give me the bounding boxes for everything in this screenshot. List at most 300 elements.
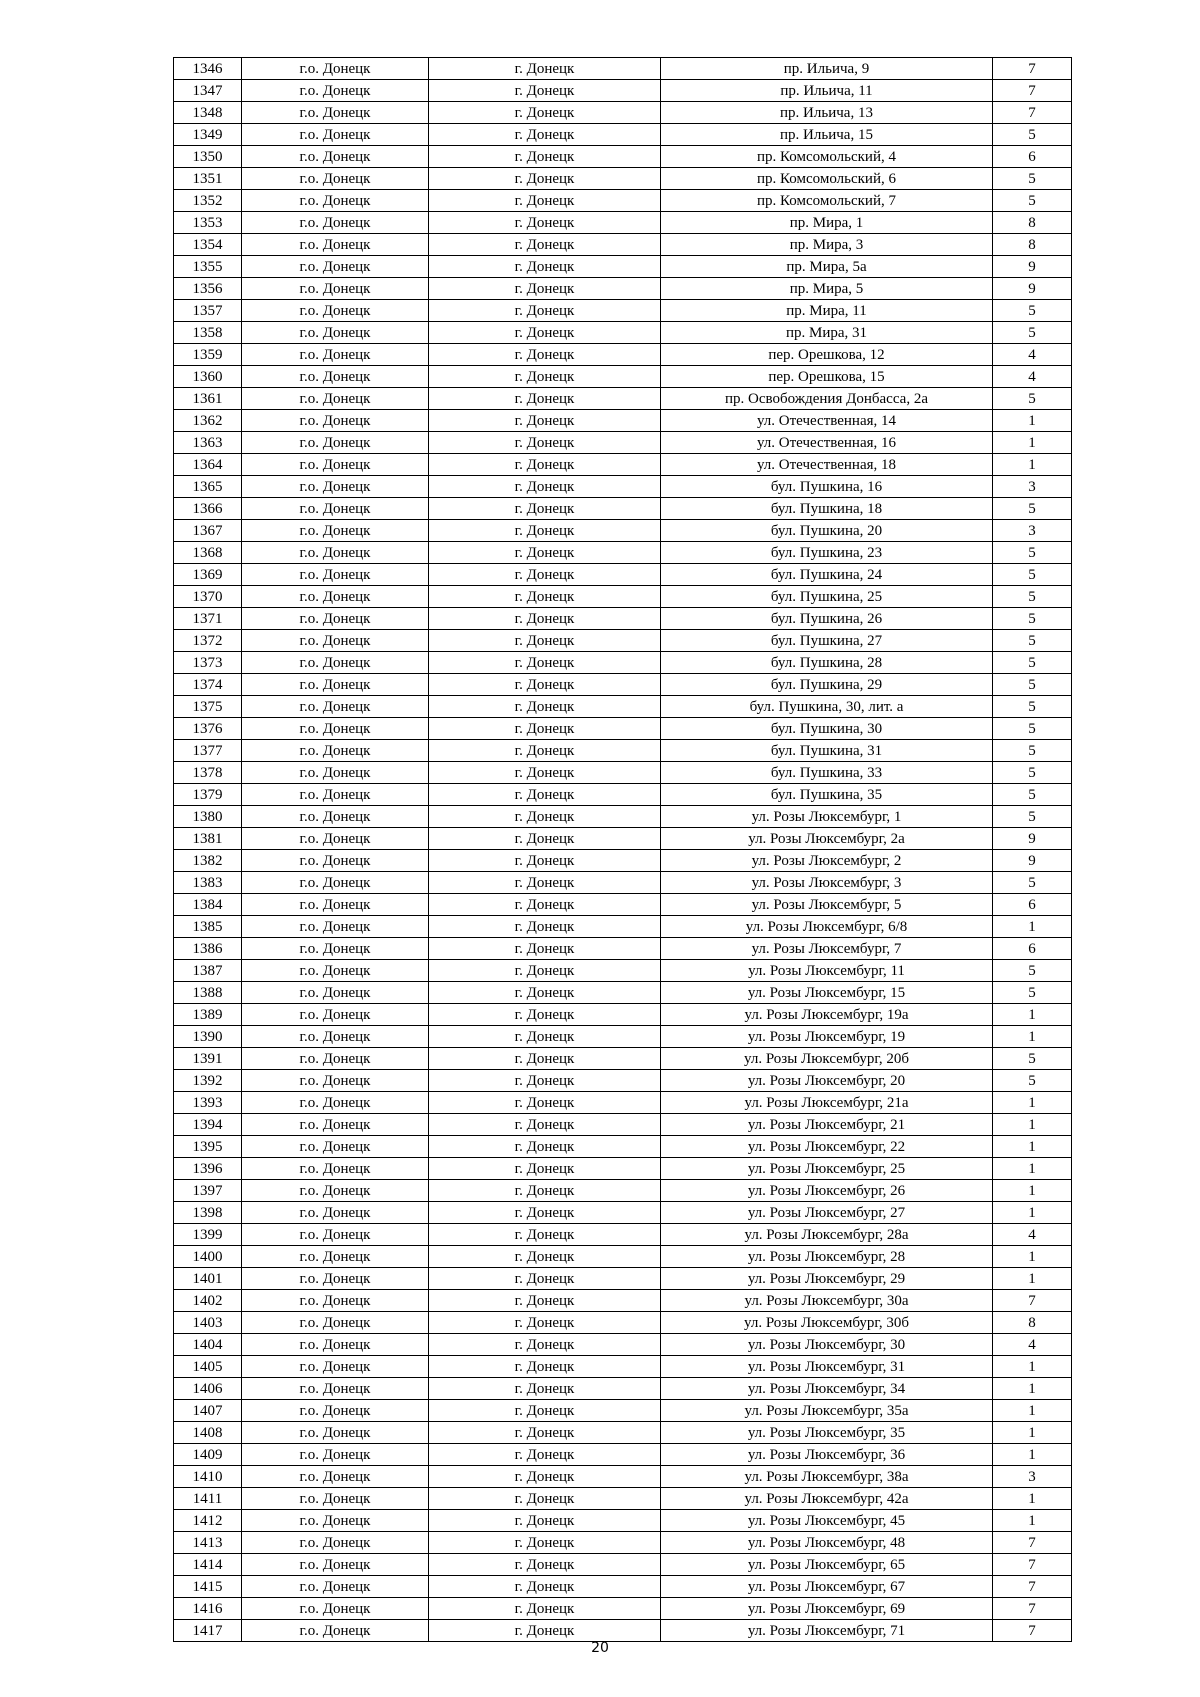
district-cell: г.о. Донецк: [242, 498, 429, 520]
row-number-cell: 1383: [174, 872, 242, 894]
count-cell: 6: [993, 146, 1072, 168]
row-number-cell: 1400: [174, 1246, 242, 1268]
row-number-cell: 1359: [174, 344, 242, 366]
table-row: [174, 1290, 1072, 1312]
address-cell: бул. Пушкина, 35: [661, 784, 993, 806]
table-row: [174, 1246, 1072, 1268]
district-cell: г.о. Донецк: [242, 1136, 429, 1158]
count-cell: 8: [993, 234, 1072, 256]
district-cell: г.о. Донецк: [242, 168, 429, 190]
address-cell: ул. Розы Люксембург, 25: [661, 1158, 993, 1180]
city-cell: г. Донецк: [429, 982, 661, 1004]
city-cell: г. Донецк: [429, 498, 661, 520]
address-cell: ул. Розы Люксембург, 26: [661, 1180, 993, 1202]
city-cell: г. Донецк: [429, 476, 661, 498]
count-cell: 5: [993, 542, 1072, 564]
row-number-cell: 1366: [174, 498, 242, 520]
row-number-cell: 1399: [174, 1224, 242, 1246]
city-cell: г. Донецк: [429, 432, 661, 454]
city-cell: г. Донецк: [429, 1334, 661, 1356]
table-row: [174, 168, 1072, 190]
row-number-cell: 1356: [174, 278, 242, 300]
city-cell: г. Донецк: [429, 1378, 661, 1400]
district-cell: г.о. Донецк: [242, 1224, 429, 1246]
district-cell: г.о. Донецк: [242, 1026, 429, 1048]
city-cell: г. Донецк: [429, 916, 661, 938]
address-cell: ул. Розы Люксембург, 2а: [661, 828, 993, 850]
row-number-cell: 1353: [174, 212, 242, 234]
city-cell: г. Донецк: [429, 762, 661, 784]
city-cell: г. Донецк: [429, 1048, 661, 1070]
district-cell: г.о. Донецк: [242, 1070, 429, 1092]
table-row: [174, 366, 1072, 388]
address-cell: ул. Розы Люксембург, 31: [661, 1356, 993, 1378]
address-cell: пр. Мира, 5: [661, 278, 993, 300]
city-cell: г. Донецк: [429, 960, 661, 982]
table-row: [174, 476, 1072, 498]
table-row: [174, 1510, 1072, 1532]
city-cell: г. Донецк: [429, 894, 661, 916]
table-row: [174, 1114, 1072, 1136]
row-number-cell: 1398: [174, 1202, 242, 1224]
address-cell: бул. Пушкина, 18: [661, 498, 993, 520]
address-cell: ул. Розы Люксембург, 27: [661, 1202, 993, 1224]
address-cell: пр. Освобождения Донбасса, 2а: [661, 388, 993, 410]
city-cell: г. Донецк: [429, 1466, 661, 1488]
count-cell: 5: [993, 564, 1072, 586]
count-cell: 5: [993, 322, 1072, 344]
table-row: [174, 1048, 1072, 1070]
table-row: [174, 520, 1072, 542]
city-cell: г. Донецк: [429, 1092, 661, 1114]
count-cell: 5: [993, 718, 1072, 740]
row-number-cell: 1380: [174, 806, 242, 828]
row-number-cell: 1395: [174, 1136, 242, 1158]
table-row: [174, 982, 1072, 1004]
district-cell: г.о. Донецк: [242, 1532, 429, 1554]
city-cell: г. Донецк: [429, 586, 661, 608]
address-cell: ул. Розы Люксембург, 20б: [661, 1048, 993, 1070]
city-cell: г. Донецк: [429, 190, 661, 212]
count-cell: 1: [993, 1158, 1072, 1180]
table-row: [174, 1004, 1072, 1026]
row-number-cell: 1372: [174, 630, 242, 652]
table-row: [174, 806, 1072, 828]
address-cell: бул. Пушкина, 26: [661, 608, 993, 630]
table-row: [174, 1224, 1072, 1246]
count-cell: 7: [993, 102, 1072, 124]
row-number-cell: 1346: [174, 58, 242, 80]
address-cell: пр. Мира, 31: [661, 322, 993, 344]
address-cell: пр. Ильича, 9: [661, 58, 993, 80]
district-cell: г.о. Донецк: [242, 520, 429, 542]
count-cell: 8: [993, 1312, 1072, 1334]
count-cell: 9: [993, 850, 1072, 872]
row-number-cell: 1349: [174, 124, 242, 146]
count-cell: 5: [993, 674, 1072, 696]
city-cell: г. Донецк: [429, 1598, 661, 1620]
city-cell: г. Донецк: [429, 1268, 661, 1290]
table-row: [174, 1268, 1072, 1290]
row-number-cell: 1375: [174, 696, 242, 718]
row-number-cell: 1411: [174, 1488, 242, 1510]
table-row: [174, 960, 1072, 982]
row-number-cell: 1410: [174, 1466, 242, 1488]
city-cell: г. Донецк: [429, 1180, 661, 1202]
address-cell: бул. Пушкина, 29: [661, 674, 993, 696]
table-row: [174, 1620, 1072, 1642]
row-number-cell: 1362: [174, 410, 242, 432]
table-row: [174, 1378, 1072, 1400]
address-cell: ул. Розы Люксембург, 20: [661, 1070, 993, 1092]
city-cell: г. Донецк: [429, 1576, 661, 1598]
address-cell: ул. Розы Люксембург, 35: [661, 1422, 993, 1444]
row-number-cell: 1396: [174, 1158, 242, 1180]
city-cell: г. Донецк: [429, 366, 661, 388]
address-cell: ул. Розы Люксембург, 7: [661, 938, 993, 960]
count-cell: 7: [993, 1576, 1072, 1598]
table-row: [174, 1488, 1072, 1510]
table-row: [174, 234, 1072, 256]
row-number-cell: 1370: [174, 586, 242, 608]
count-cell: 5: [993, 872, 1072, 894]
address-cell: бул. Пушкина, 16: [661, 476, 993, 498]
address-cell: ул. Розы Люксембург, 45: [661, 1510, 993, 1532]
count-cell: 5: [993, 740, 1072, 762]
table-row: [174, 388, 1072, 410]
table-row: [174, 80, 1072, 102]
count-cell: 7: [993, 1532, 1072, 1554]
row-number-cell: 1392: [174, 1070, 242, 1092]
district-cell: г.о. Донецк: [242, 1598, 429, 1620]
table-row: [174, 1532, 1072, 1554]
count-cell: 7: [993, 58, 1072, 80]
district-cell: г.о. Донецк: [242, 102, 429, 124]
city-cell: г. Донецк: [429, 1356, 661, 1378]
table-row: [174, 146, 1072, 168]
table-row: [174, 1312, 1072, 1334]
city-cell: г. Донецк: [429, 1114, 661, 1136]
count-cell: 1: [993, 432, 1072, 454]
table-row: [174, 784, 1072, 806]
district-cell: г.о. Донецк: [242, 278, 429, 300]
address-cell: ул. Розы Люксембург, 30б: [661, 1312, 993, 1334]
row-number-cell: 1376: [174, 718, 242, 740]
address-cell: пр. Мира, 11: [661, 300, 993, 322]
table-row: [174, 850, 1072, 872]
district-cell: г.о. Донецк: [242, 1466, 429, 1488]
row-number-cell: 1350: [174, 146, 242, 168]
address-cell: ул. Отечественная, 18: [661, 454, 993, 476]
count-cell: 1: [993, 1026, 1072, 1048]
district-cell: г.о. Донецк: [242, 1356, 429, 1378]
table-row: [174, 498, 1072, 520]
address-table: [173, 57, 1072, 1642]
city-cell: г. Донецк: [429, 564, 661, 586]
address-cell: ул. Розы Люксембург, 29: [661, 1268, 993, 1290]
count-cell: 8: [993, 212, 1072, 234]
table-row: [174, 190, 1072, 212]
city-cell: г. Донецк: [429, 520, 661, 542]
count-cell: 5: [993, 762, 1072, 784]
row-number-cell: 1364: [174, 454, 242, 476]
row-number-cell: 1402: [174, 1290, 242, 1312]
district-cell: г.о. Донецк: [242, 564, 429, 586]
district-cell: г.о. Донецк: [242, 212, 429, 234]
city-cell: г. Донецк: [429, 872, 661, 894]
city-cell: г. Донецк: [429, 300, 661, 322]
table-row: [174, 432, 1072, 454]
district-cell: г.о. Донецк: [242, 630, 429, 652]
count-cell: 5: [993, 498, 1072, 520]
address-cell: пр. Мира, 3: [661, 234, 993, 256]
city-cell: г. Донецк: [429, 168, 661, 190]
table-row: [174, 1356, 1072, 1378]
city-cell: г. Донецк: [429, 542, 661, 564]
district-cell: г.о. Донецк: [242, 1180, 429, 1202]
table-row: [174, 124, 1072, 146]
row-number-cell: 1409: [174, 1444, 242, 1466]
city-cell: г. Донецк: [429, 1246, 661, 1268]
count-cell: 1: [993, 410, 1072, 432]
address-cell: ул. Розы Люксембург, 36: [661, 1444, 993, 1466]
table-row: [174, 1136, 1072, 1158]
row-number-cell: 1358: [174, 322, 242, 344]
city-cell: г. Донецк: [429, 850, 661, 872]
city-cell: г. Донецк: [429, 806, 661, 828]
table-row: [174, 762, 1072, 784]
address-cell: бул. Пушкина, 24: [661, 564, 993, 586]
city-cell: г. Донецк: [429, 1004, 661, 1026]
table-row: [174, 1026, 1072, 1048]
city-cell: г. Донецк: [429, 718, 661, 740]
table-row: [174, 916, 1072, 938]
district-cell: г.о. Донецк: [242, 1092, 429, 1114]
district-cell: г.о. Донецк: [242, 1312, 429, 1334]
address-cell: ул. Розы Люксембург, 21а: [661, 1092, 993, 1114]
row-number-cell: 1394: [174, 1114, 242, 1136]
district-cell: г.о. Донецк: [242, 608, 429, 630]
count-cell: 1: [993, 1356, 1072, 1378]
count-cell: 1: [993, 1202, 1072, 1224]
count-cell: 1: [993, 1444, 1072, 1466]
table-row: [174, 102, 1072, 124]
row-number-cell: 1408: [174, 1422, 242, 1444]
address-cell: пр. Ильича, 15: [661, 124, 993, 146]
district-cell: г.о. Донецк: [242, 388, 429, 410]
table-row: [174, 894, 1072, 916]
address-cell: пр. Мира, 5а: [661, 256, 993, 278]
city-cell: г. Донецк: [429, 278, 661, 300]
row-number-cell: 1374: [174, 674, 242, 696]
city-cell: г. Донецк: [429, 828, 661, 850]
row-number-cell: 1385: [174, 916, 242, 938]
address-cell: пр. Комсомольский, 4: [661, 146, 993, 168]
address-cell: ул. Отечественная, 16: [661, 432, 993, 454]
row-number-cell: 1357: [174, 300, 242, 322]
address-cell: бул. Пушкина, 20: [661, 520, 993, 542]
table-row: [174, 740, 1072, 762]
address-cell: бул. Пушкина, 28: [661, 652, 993, 674]
row-number-cell: 1390: [174, 1026, 242, 1048]
city-cell: г. Донецк: [429, 1224, 661, 1246]
city-cell: г. Донецк: [429, 454, 661, 476]
address-cell: ул. Розы Люксембург, 67: [661, 1576, 993, 1598]
address-cell: ул. Розы Люксембург, 22: [661, 1136, 993, 1158]
table-row: [174, 1400, 1072, 1422]
table-row: [174, 256, 1072, 278]
row-number-cell: 1403: [174, 1312, 242, 1334]
address-cell: ул. Розы Люксембург, 21: [661, 1114, 993, 1136]
row-number-cell: 1363: [174, 432, 242, 454]
count-cell: 5: [993, 300, 1072, 322]
city-cell: г. Донецк: [429, 1488, 661, 1510]
district-cell: г.о. Донецк: [242, 1510, 429, 1532]
row-number-cell: 1352: [174, 190, 242, 212]
count-cell: 1: [993, 1378, 1072, 1400]
district-cell: г.о. Донецк: [242, 762, 429, 784]
district-cell: г.о. Донецк: [242, 1554, 429, 1576]
count-cell: 5: [993, 696, 1072, 718]
row-number-cell: 1405: [174, 1356, 242, 1378]
district-cell: г.о. Донецк: [242, 256, 429, 278]
city-cell: г. Донецк: [429, 124, 661, 146]
district-cell: г.о. Донецк: [242, 1444, 429, 1466]
table-row: [174, 58, 1072, 80]
city-cell: г. Донецк: [429, 652, 661, 674]
row-number-cell: 1367: [174, 520, 242, 542]
address-cell: ул. Розы Люксембург, 69: [661, 1598, 993, 1620]
address-cell: ул. Розы Люксембург, 65: [661, 1554, 993, 1576]
row-number-cell: 1407: [174, 1400, 242, 1422]
city-cell: г. Донецк: [429, 1620, 661, 1642]
address-cell: бул. Пушкина, 33: [661, 762, 993, 784]
count-cell: 1: [993, 916, 1072, 938]
count-cell: 5: [993, 1048, 1072, 1070]
row-number-cell: 1379: [174, 784, 242, 806]
row-number-cell: 1354: [174, 234, 242, 256]
address-cell: ул. Розы Люксембург, 5: [661, 894, 993, 916]
address-cell: ул. Розы Люксембург, 2: [661, 850, 993, 872]
district-cell: г.о. Донецк: [242, 652, 429, 674]
address-cell: пер. Орешкова, 12: [661, 344, 993, 366]
row-number-cell: 1389: [174, 1004, 242, 1026]
table-row: [174, 542, 1072, 564]
count-cell: 6: [993, 938, 1072, 960]
count-cell: 3: [993, 476, 1072, 498]
count-cell: 5: [993, 168, 1072, 190]
count-cell: 4: [993, 344, 1072, 366]
count-cell: 9: [993, 256, 1072, 278]
table-row: [174, 1334, 1072, 1356]
table-row: [174, 322, 1072, 344]
count-cell: 4: [993, 366, 1072, 388]
row-number-cell: 1377: [174, 740, 242, 762]
city-cell: г. Донецк: [429, 938, 661, 960]
city-cell: г. Донецк: [429, 608, 661, 630]
count-cell: 1: [993, 1004, 1072, 1026]
city-cell: г. Донецк: [429, 256, 661, 278]
table-row: [174, 608, 1072, 630]
district-cell: г.о. Донецк: [242, 828, 429, 850]
row-number-cell: 1355: [174, 256, 242, 278]
count-cell: 5: [993, 1070, 1072, 1092]
row-number-cell: 1391: [174, 1048, 242, 1070]
table-row: [174, 564, 1072, 586]
district-cell: г.о. Донецк: [242, 872, 429, 894]
row-number-cell: 1417: [174, 1620, 242, 1642]
table-row: [174, 1422, 1072, 1444]
table-row: [174, 586, 1072, 608]
table-row: [174, 718, 1072, 740]
district-cell: г.о. Донецк: [242, 1422, 429, 1444]
district-cell: г.о. Донецк: [242, 322, 429, 344]
table-row: [174, 1070, 1072, 1092]
row-number-cell: 1397: [174, 1180, 242, 1202]
district-cell: г.о. Донецк: [242, 1246, 429, 1268]
district-cell: г.о. Донецк: [242, 718, 429, 740]
table-row: [174, 1444, 1072, 1466]
count-cell: 3: [993, 1466, 1072, 1488]
row-number-cell: 1416: [174, 1598, 242, 1620]
row-number-cell: 1371: [174, 608, 242, 630]
address-cell: ул. Розы Люксембург, 3: [661, 872, 993, 894]
district-cell: г.о. Донецк: [242, 1620, 429, 1642]
city-cell: г. Донецк: [429, 1444, 661, 1466]
count-cell: 7: [993, 80, 1072, 102]
district-cell: г.о. Донецк: [242, 190, 429, 212]
district-cell: г.о. Донецк: [242, 300, 429, 322]
city-cell: г. Донецк: [429, 388, 661, 410]
city-cell: г. Донецк: [429, 344, 661, 366]
address-cell: бул. Пушкина, 30, лит. а: [661, 696, 993, 718]
district-cell: г.о. Донецк: [242, 80, 429, 102]
count-cell: 1: [993, 1114, 1072, 1136]
count-cell: 5: [993, 784, 1072, 806]
row-number-cell: 1414: [174, 1554, 242, 1576]
row-number-cell: 1368: [174, 542, 242, 564]
count-cell: 1: [993, 1422, 1072, 1444]
city-cell: г. Донецк: [429, 1400, 661, 1422]
district-cell: г.о. Донецк: [242, 696, 429, 718]
row-number-cell: 1381: [174, 828, 242, 850]
address-cell: ул. Розы Люксембург, 11: [661, 960, 993, 982]
table-row: [174, 938, 1072, 960]
count-cell: 5: [993, 124, 1072, 146]
count-cell: 5: [993, 960, 1072, 982]
city-cell: г. Донецк: [429, 1510, 661, 1532]
table-row: [174, 1158, 1072, 1180]
count-cell: 7: [993, 1290, 1072, 1312]
district-cell: г.о. Донецк: [242, 1290, 429, 1312]
address-table-body: [174, 58, 1072, 1642]
district-cell: г.о. Донецк: [242, 850, 429, 872]
row-number-cell: 1365: [174, 476, 242, 498]
count-cell: 1: [993, 1488, 1072, 1510]
table-row: [174, 1202, 1072, 1224]
row-number-cell: 1378: [174, 762, 242, 784]
city-cell: г. Донецк: [429, 322, 661, 344]
row-number-cell: 1351: [174, 168, 242, 190]
address-cell: пр. Ильича, 13: [661, 102, 993, 124]
address-cell: пр. Комсомольский, 7: [661, 190, 993, 212]
city-cell: г. Донецк: [429, 102, 661, 124]
page-number: 20: [591, 1640, 609, 1656]
address-cell: ул. Розы Люксембург, 28а: [661, 1224, 993, 1246]
district-cell: г.о. Донецк: [242, 982, 429, 1004]
table-row: [174, 652, 1072, 674]
address-cell: бул. Пушкина, 25: [661, 586, 993, 608]
